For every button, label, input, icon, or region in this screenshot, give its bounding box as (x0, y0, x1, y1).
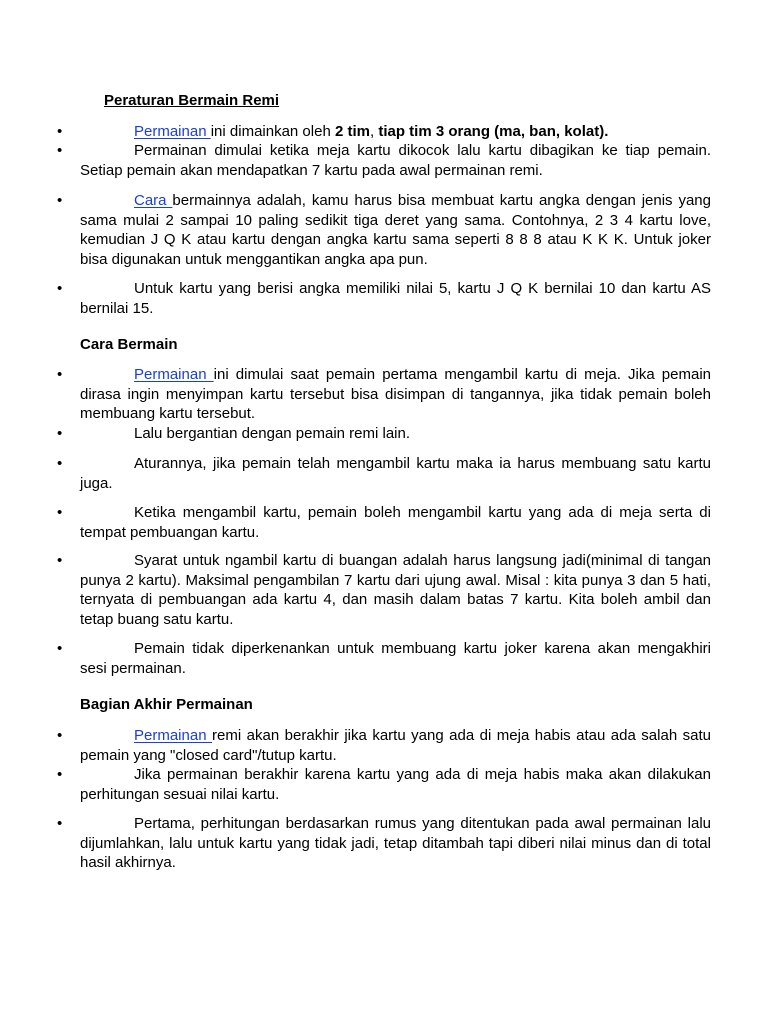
section-title-bagian-akhir: Bagian Akhir Permainan (80, 696, 253, 713)
bullet: • (57, 455, 63, 472)
bullet: • (57, 123, 63, 140)
paragraph: Pertama, perhitungan berdasarkan rumus yang ditentukan pada awal permainan lalu dijumlahkan, lalu untuk kartu yang tidak jadi, tetap ditambah tapi diberi nilai minus dan di total hasil akhirnya. (80, 815, 711, 871)
paragraph: Jika permainan berakhir karena kartu yang ada di meja habis maka akan dilakukan perhitungan sesuai nilai kartu. (80, 766, 711, 803)
bullet: • (57, 366, 63, 383)
paragraph: Permainan ini dimulai saat pemain pertama mengambil kartu di meja. Jika pemain dirasa ingin menyimpan kartu tersebut bisa disimpan di tangannya, jika tidak pemain boleh membuang kartu tersebut. (80, 366, 711, 422)
paragraph: Permainan dimulai ketika meja kartu dikocok lalu kartu dibagikan ke tiap pemain. Setiap pemain akan mendapatkan 7 kartu pada awal permainan remi. (80, 142, 711, 179)
bullet: • (57, 192, 63, 209)
bullet: • (57, 280, 63, 297)
permainan-link[interactable]: Permainan (134, 366, 214, 383)
paragraph: Untuk kartu yang berisi angka memiliki nilai 5, kartu J Q K bernilai 10 dan kartu AS bernilai 15. (80, 280, 711, 317)
paragraph: Ketika mengambil kartu, pemain boleh mengambil kartu yang ada di meja serta di tempat pembuangan kartu. (80, 504, 711, 541)
paragraph: Aturannya, jika pemain telah mengambil kartu maka ia harus membuang satu kartu juga. (80, 455, 711, 492)
paragraph: Pemain tidak diperkenankan untuk membuang kartu joker karena akan mengakhiri sesi permainan. (80, 640, 711, 677)
bullet: • (57, 142, 63, 159)
bullet: • (57, 504, 63, 521)
bullet: • (57, 727, 63, 744)
section-title-peraturan: Peraturan Bermain Remi (104, 92, 280, 109)
permainan-link[interactable]: Permainan (134, 727, 213, 744)
paragraph: Permainan remi akan berakhir jika kartu yang ada di meja habis atau ada salah satu pemain yang "closed card"/tutup kartu. (80, 727, 711, 764)
bullet: • (57, 766, 63, 783)
bullet: • (57, 815, 63, 832)
paragraph: Permainan ini dimainkan oleh 2 tim, tiap tim 3 orang (ma, ban, kolat). (134, 123, 609, 140)
permainan-link[interactable]: Permainan (134, 123, 211, 140)
paragraph: Cara bermainnya adalah, kamu harus bisa membuat kartu angka dengan jenis yang sama mulai 2 sampai 10 paling sedikit tiga deret yang sama. Contohnya, 2 3 4 kartu love, kemudian J Q K atau kartu dengan angka kartu sama seperti 8 8 8 atau K K K. Untuk joker bisa digunakan untuk menggantikan angka apa pun. (80, 192, 711, 268)
paragraph: Lalu bergantian dengan pemain remi lain. (134, 425, 411, 442)
bullet: • (57, 552, 63, 569)
cara-link[interactable]: Cara (134, 192, 173, 209)
bullet: • (57, 640, 63, 657)
paragraph: Syarat untuk ngambil kartu di buangan adalah harus langsung jadi(minimal di tangan punya 2 kartu). Maksimal pengambilan 7 kartu dari ujung awal. Misal : kita punya 3 dan 5 hati, ternyata di pembuangan ada kartu 4, dan masih dalam batas 7 kartu. Kita boleh ambil dan tetap buang satu kartu. (80, 552, 711, 628)
bullet: • (57, 425, 63, 442)
section-title-cara-bermain: Cara Bermain (80, 336, 178, 353)
